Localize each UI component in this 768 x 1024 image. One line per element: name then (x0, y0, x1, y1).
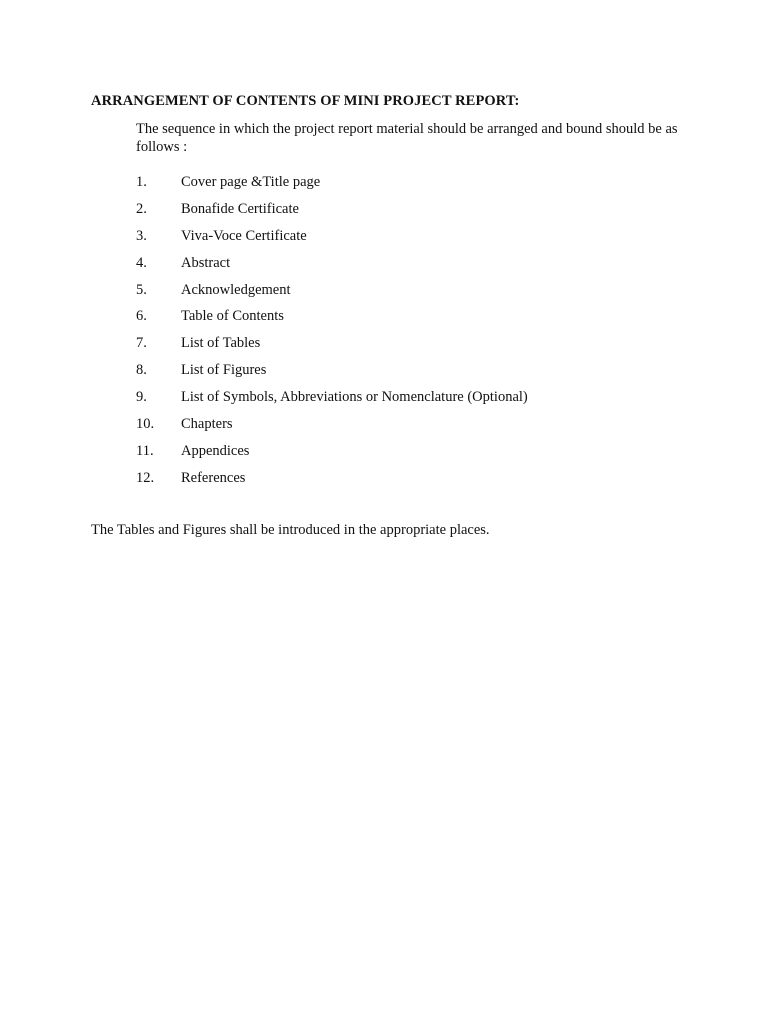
list-item-number: 5. (136, 281, 147, 298)
list-item-label: Acknowledgement (181, 281, 291, 298)
list-item-label: Bonafide Certificate (181, 200, 299, 217)
list-item (136, 254, 528, 281)
list-item (136, 442, 528, 469)
list-item-label: References (181, 469, 246, 486)
list-item-label: List of Symbols, Abbreviations or Nomenclature (Optional) (181, 389, 528, 406)
list-item-label: Cover page &Title page (181, 174, 321, 190)
list-item (136, 281, 528, 308)
intro-paragraph: The sequence in which the project report material should be arranged and bound should be as follows : (136, 121, 678, 155)
list-item-number: 10. (136, 416, 155, 433)
list-item-label: List of Tables (181, 335, 261, 352)
list-item-number: 2. (136, 200, 147, 217)
list-item-number: 12. (136, 469, 155, 486)
list-item-label: Abstract (181, 254, 231, 271)
list-item-number: 9. (136, 389, 147, 406)
list-item-label: Viva-Voce Certificate (181, 227, 307, 244)
list-item-label: List of Figures (181, 362, 267, 379)
list-item-number: 3. (136, 227, 147, 244)
list-item-label: Chapters (181, 416, 233, 433)
list-item (136, 307, 528, 334)
list-item (136, 200, 528, 227)
closing-paragraph: The Tables and Figures shall be introduced in the appropriate places. (91, 522, 490, 538)
list-item (136, 227, 528, 254)
list-item-label: Appendices (181, 442, 250, 459)
list-item-label: Table of Contents (181, 308, 284, 325)
list-item (136, 469, 528, 496)
list-item (136, 173, 528, 200)
list-item-number: 6. (136, 308, 147, 325)
page-title: ARRANGEMENT OF CONTENTS OF MINI PROJECT REPORT: (91, 93, 520, 109)
contents-list (136, 173, 528, 496)
list-item (136, 334, 528, 361)
list-item (136, 361, 528, 388)
list-item (136, 388, 528, 415)
list-item-number: 11. (136, 442, 154, 459)
list-item-number: 8. (136, 362, 147, 379)
list-item-number: 4. (136, 254, 147, 271)
list-item-number: 1. (136, 174, 147, 190)
list-item (136, 415, 528, 442)
list-item-number: 7. (136, 335, 147, 352)
